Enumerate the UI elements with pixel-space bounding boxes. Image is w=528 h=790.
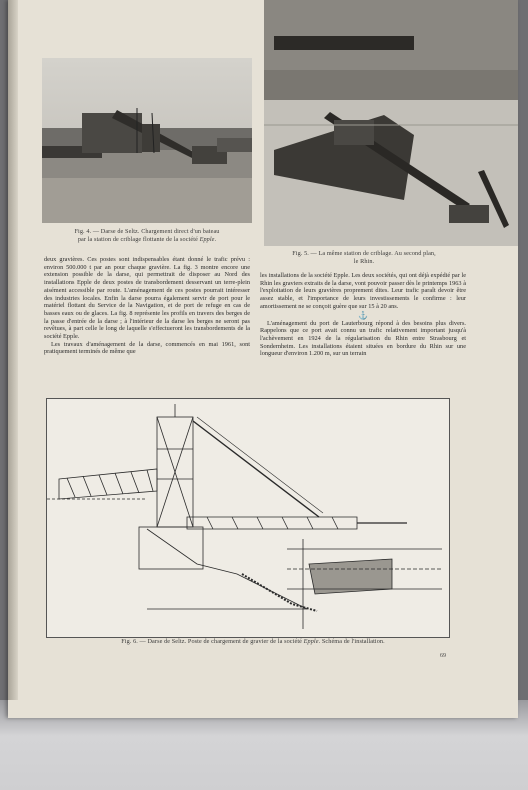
fig4-caption-end: . (214, 235, 217, 243)
fig5-caption-line2: le Rhin. (353, 257, 375, 265)
fig6-caption-end: . Schéma de l'installation. (318, 638, 385, 645)
fig6-technical-drawing (46, 398, 450, 638)
fig5-photo (264, 0, 518, 246)
text-column-left (44, 256, 250, 356)
page-number: 69 (440, 653, 446, 659)
page-spine-shadow (8, 0, 18, 700)
fig4-photo (42, 58, 252, 223)
section-separator-icon: ⚓ (358, 310, 368, 320)
fig5-caption-line1: Fig. 5. — La même station de criblage. Au second plan, (292, 250, 436, 257)
fig6-caption-start: Fig. 6. — Darse de Seltz. Poste de chargement de gravier de la société (121, 638, 304, 645)
right-paragraph-2: L'aménagement du port de Lauterbourg répond à des besoins plus divers. Rappelons que ce port avait connu un trafic relativement important jusqu'à l'achèvement en 1924 de la régularisation du Rhin entre Strasbourg et Sondernheim. Les installations étaient situées en bordure du Rhin sur une longueur d'environ 1.200 m, sur un terrain (260, 319, 466, 358)
text-column-right (260, 272, 466, 358)
fig6-caption-company: Epple (303, 638, 319, 645)
left-paragraph-2: Les travaux d'aménagement de la darse, commencés en mai 1961, sont pratiquement terminés de même que (44, 340, 250, 356)
right-paragraph-1: les installations de la société Epple. Les deux sociétés, qui ont déjà expédié par le Rhin les graviers extraits de la darse, vont pouvoir passer dès le printemps 1963 à l'exploitation de leurs gravières proprement dites. Leur trafic paraît devoir être assez stable, et l'importance de leurs investissements le confirme : leur amortissement ne se conçoit guère que sur 15 à 20 ans. (260, 272, 466, 310)
magazine-page (8, 0, 518, 718)
fig6-caption (68, 638, 438, 646)
fig5-caption (262, 250, 466, 265)
fig4-caption-line2: par la station de criblage flottante de la société (77, 235, 200, 243)
left-paragraph-1: deux gravières. Ces postes sont indispensables étant donné le trafic prévu : environ 500.000 t par an pour chaque gravière. La fig. 3 montre encore une extension possible de la darse, qui permettrait de disposer au Nord des installations Epple de deux postes de transbordement desservant un terre-plein aisément accessible par route. L'aménagement de ces postes pourrait intéresser des industries locales. Enfin la darse pourra également servir de port pour le matériel flottant du Service de la Navigation, et de port de refuge en cas de basses eaux ou de glaces. La fig. 8 représente les profils en travers des berges de la passe d'entrée de la darse ; à l'intérieur de la darse les berges ne seront pas revêtues, à part celle le long de laquelle s'effectueront les transbordements de la société Epple. (44, 256, 250, 341)
fig4-caption (44, 228, 250, 243)
fig4-caption-company: Epple (199, 235, 215, 243)
fig4-caption-line1: Fig. 4. — Darse de Seltz. Chargement direct d'un bateau (74, 228, 220, 235)
